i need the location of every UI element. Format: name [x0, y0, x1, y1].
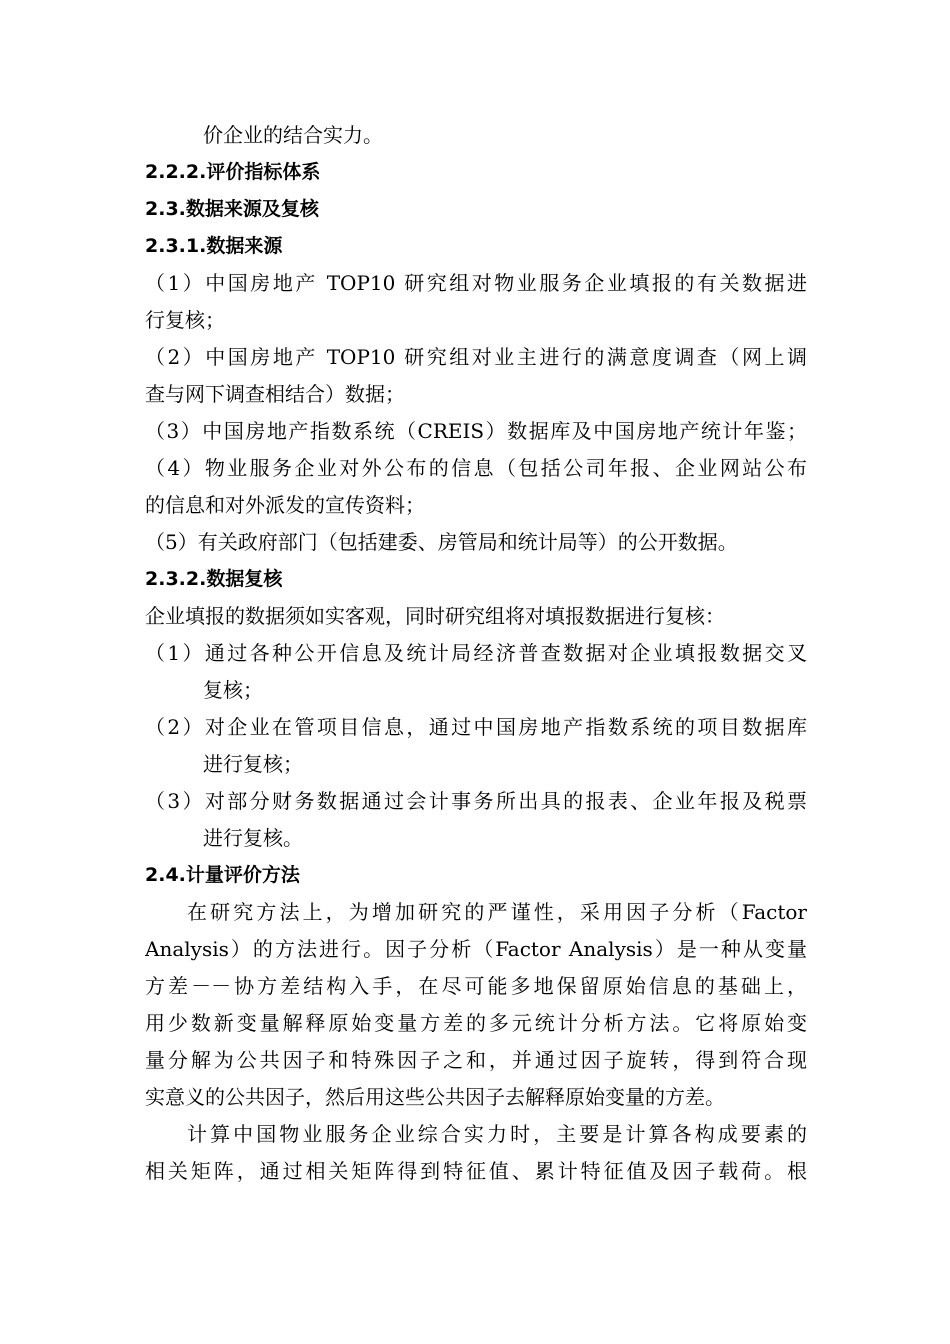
heading-2-3: 2.3.数据来源及复核 [145, 198, 319, 220]
method-p1-line1: 在研究方法上，为增加研究的严谨性，采用因子分析（Factor [187, 900, 807, 924]
method-paragraph-2 [145, 1116, 807, 1190]
review-intro: 企业填报的数据须如实客观，同时研究组将对填报数据进行复核： [145, 604, 725, 628]
method-p1-line2: Analysis）的方法进行。因子分析（Factor Analysis）是一种从变量 [145, 937, 807, 961]
review-item-1-line2: 复核； [203, 678, 263, 702]
review-item-2-line1: （2）对企业在管项目信息，通过中国房地产指数系统的项目数据库 [145, 715, 807, 739]
method-p2-line1: 计算中国物业服务企业综合实力时，主要是计算各构成要素的 [187, 1122, 807, 1146]
heading-2-3-2: 2.3.2.数据复核 [145, 568, 283, 590]
method-p1-line6: 实意义的公共因子，然后用这些公共因子去解释原始变量的方差。 [145, 1085, 725, 1109]
review-item-2-line2: 进行复核； [203, 752, 303, 776]
review-item-1-line1: （1）通过各种公开信息及统计局经济普查数据对企业填报数据交叉 [145, 641, 807, 665]
review-list [145, 635, 807, 857]
document-page [145, 117, 807, 1190]
source-item-3-line1: （3）中国房地产指数系统（CREIS）数据库及中国房地产统计年鉴； [145, 419, 807, 443]
method-p1-line4: 用少数新变量解释原始变量方差的多元统计分析方法。它将原始变 [145, 1011, 807, 1035]
continuation-text: 价企业的结合实力。 [203, 123, 383, 147]
heading-2-3-1: 2.3.1.数据来源 [145, 235, 283, 257]
heading-2-4: 2.4.计量评价方法 [145, 864, 300, 886]
heading-2-2-2: 2.2.2.评价指标体系 [145, 161, 321, 183]
method-p1-line5: 量分解为公共因子和特殊因子之和，并通过因子旋转，得到符合现 [145, 1048, 807, 1072]
source-item-4-line1: （4）物业服务企业对外公布的信息（包括公司年报、企业网站公布 [145, 456, 807, 480]
source-item-2-line1: （2）中国房地产 TOP10 研究组对业主进行的满意度调查（网上调 [145, 345, 807, 369]
sources-list [145, 265, 807, 561]
source-item-1-line1: （1）中国房地产 TOP10 研究组对物业服务企业填报的有关数据进 [145, 271, 807, 295]
source-item-5-line1: （5）有关政府部门（包括建委、房管局和统计局等）的公开数据。 [145, 530, 738, 554]
source-item-4-line2: 的信息和对外派发的宣传资料； [145, 493, 425, 517]
source-item-2-line2: 查与网下调查相结合）数据； [145, 382, 405, 406]
review-item-3-line1: （3）对部分财务数据通过会计事务所出具的报表、企业年报及税票 [145, 789, 807, 813]
method-p2-line2: 相关矩阵，通过相关矩阵得到特征值、累计特征值及因子载荷。根 [145, 1159, 807, 1183]
method-paragraph-1 [145, 894, 807, 1116]
review-item-3-line2: 进行复核。 [203, 826, 303, 850]
source-item-1-line2: 行复核； [145, 308, 225, 332]
method-p1-line3: 方差－－协方差结构入手，在尽可能多地保留原始信息的基础上， [145, 974, 807, 998]
